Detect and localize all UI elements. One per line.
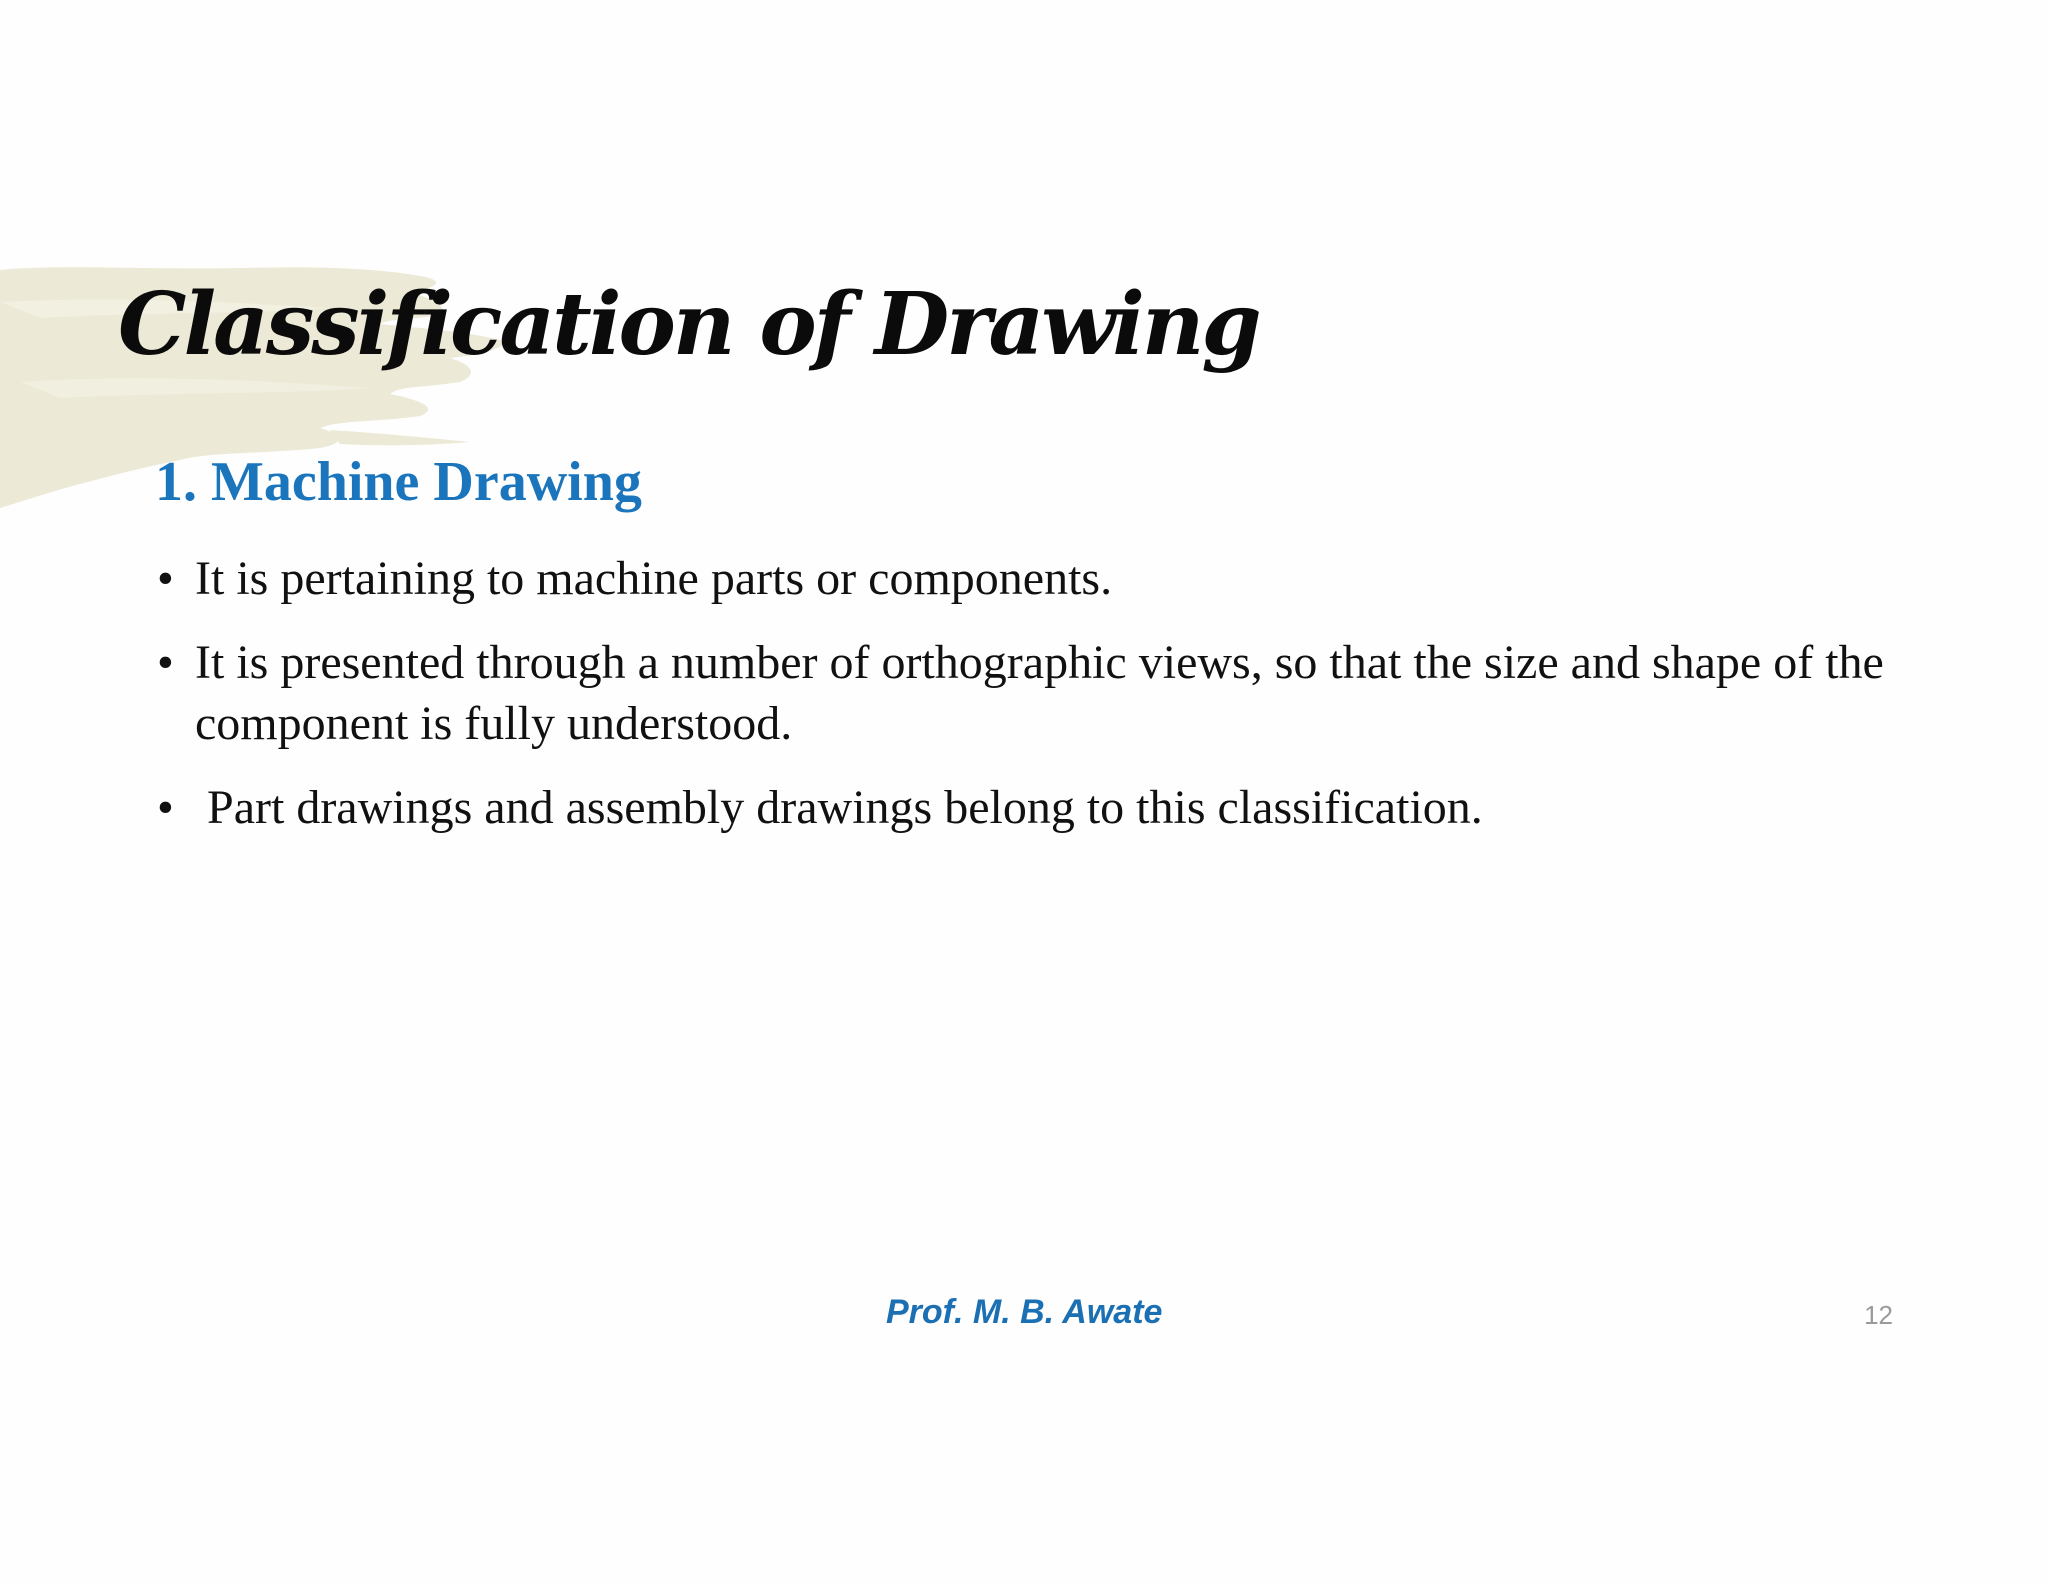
- section-heading: 1. Machine Drawing: [155, 451, 642, 513]
- bullet-text: Part drawings and assembly drawings belong to this classification.: [207, 781, 1483, 834]
- bullet-item: [155, 548, 1895, 609]
- slide-title: Classification of Drawing: [118, 274, 1259, 375]
- bullet-list: [155, 548, 1895, 861]
- bullet-item: [155, 632, 1895, 754]
- author-footer: Prof. M. B. Awate: [886, 1293, 1163, 1331]
- page-number: 12: [1864, 1300, 1893, 1330]
- bullet-item: [155, 777, 1895, 838]
- bullet-text: It is presented through a number of orthographic views, so that the size and shape of the component is fully understood.: [195, 636, 1884, 750]
- bullet-text: It is pertaining to machine parts or components.: [195, 552, 1113, 605]
